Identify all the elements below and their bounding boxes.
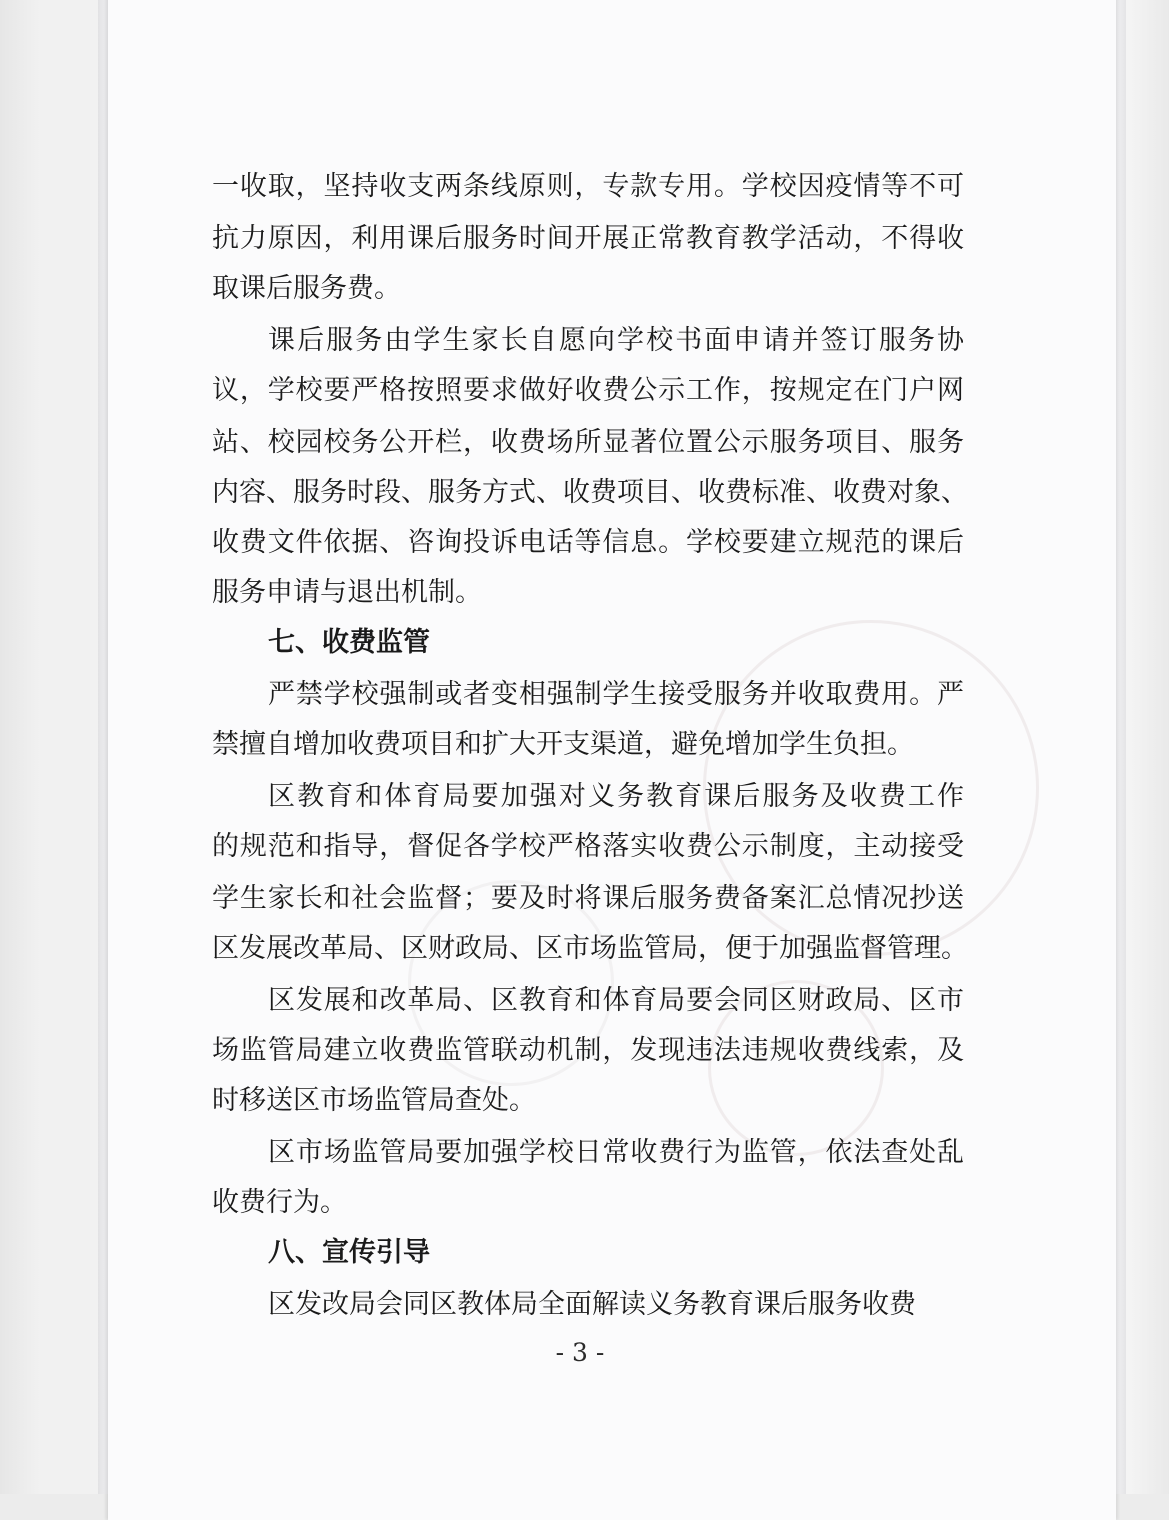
text-line: 内容、服务时段、服务方式、收费项目、收费标准、收费对象、 [212, 477, 968, 508]
text-line: 区市场监管局要加强学校日常收费行为监管，依法查处乱 [268, 1137, 964, 1168]
text-line: 严禁学校强制或者变相强制学生接受服务并收取费用。严 [268, 679, 964, 710]
text-line: 禁擅自增加收费项目和扩大开支渠道，避免增加学生负担。 [212, 729, 914, 760]
text-line: 区发展改革局、区财政局、区市场监管局，便于加强监督管理。 [212, 933, 968, 964]
page-number: - 3 - [555, 1338, 605, 1367]
section-heading: 七、收费监管 [268, 627, 430, 658]
text-line: 时移送区市场监管局查处。 [212, 1085, 536, 1116]
section-heading: 八、宣传引导 [268, 1237, 430, 1268]
text-line: 取课后服务费。 [212, 273, 401, 304]
text-line: 学生家长和社会监督；要及时将课后服务费备案汇总情况抄送 [212, 883, 964, 914]
text-line: 站、校园校务公开栏，收费场所显著位置公示服务项目、服务 [212, 427, 964, 458]
text-line: 课后服务由学生家长自愿向学校书面申请并签订服务协 [268, 325, 964, 356]
text-line: 区发改局会同区教体局全面解读义务教育课后服务收费 [268, 1289, 916, 1320]
text-line: 抗力原因，利用课后服务时间开展正常教育教学活动，不得收 [212, 223, 964, 254]
text-line: 一收取，坚持收支两条线原则，专款专用。学校因疫情等不可 [212, 171, 964, 202]
text-line: 场监管局建立收费监管联动机制，发现违法违规收费线索，及 [212, 1035, 964, 1066]
text-line: 收费文件依据、咨询投诉电话等信息。学校要建立规范的课后 [212, 527, 964, 558]
text-line: 议，学校要严格按照要求做好收费公示工作，按规定在门户网 [212, 375, 964, 406]
text-line: 收费行为。 [212, 1187, 347, 1218]
text-line: 区发展和改革局、区教育和体育局要会同区财政局、区市 [268, 985, 964, 1016]
text-line: 服务申请与退出机制。 [212, 577, 482, 608]
text-line: 的规范和指导，督促各学校严格落实收费公示制度，主动接受 [212, 831, 964, 862]
text-line: 区教育和体育局要加强对义务教育课后服务及收费工作 [268, 781, 964, 812]
